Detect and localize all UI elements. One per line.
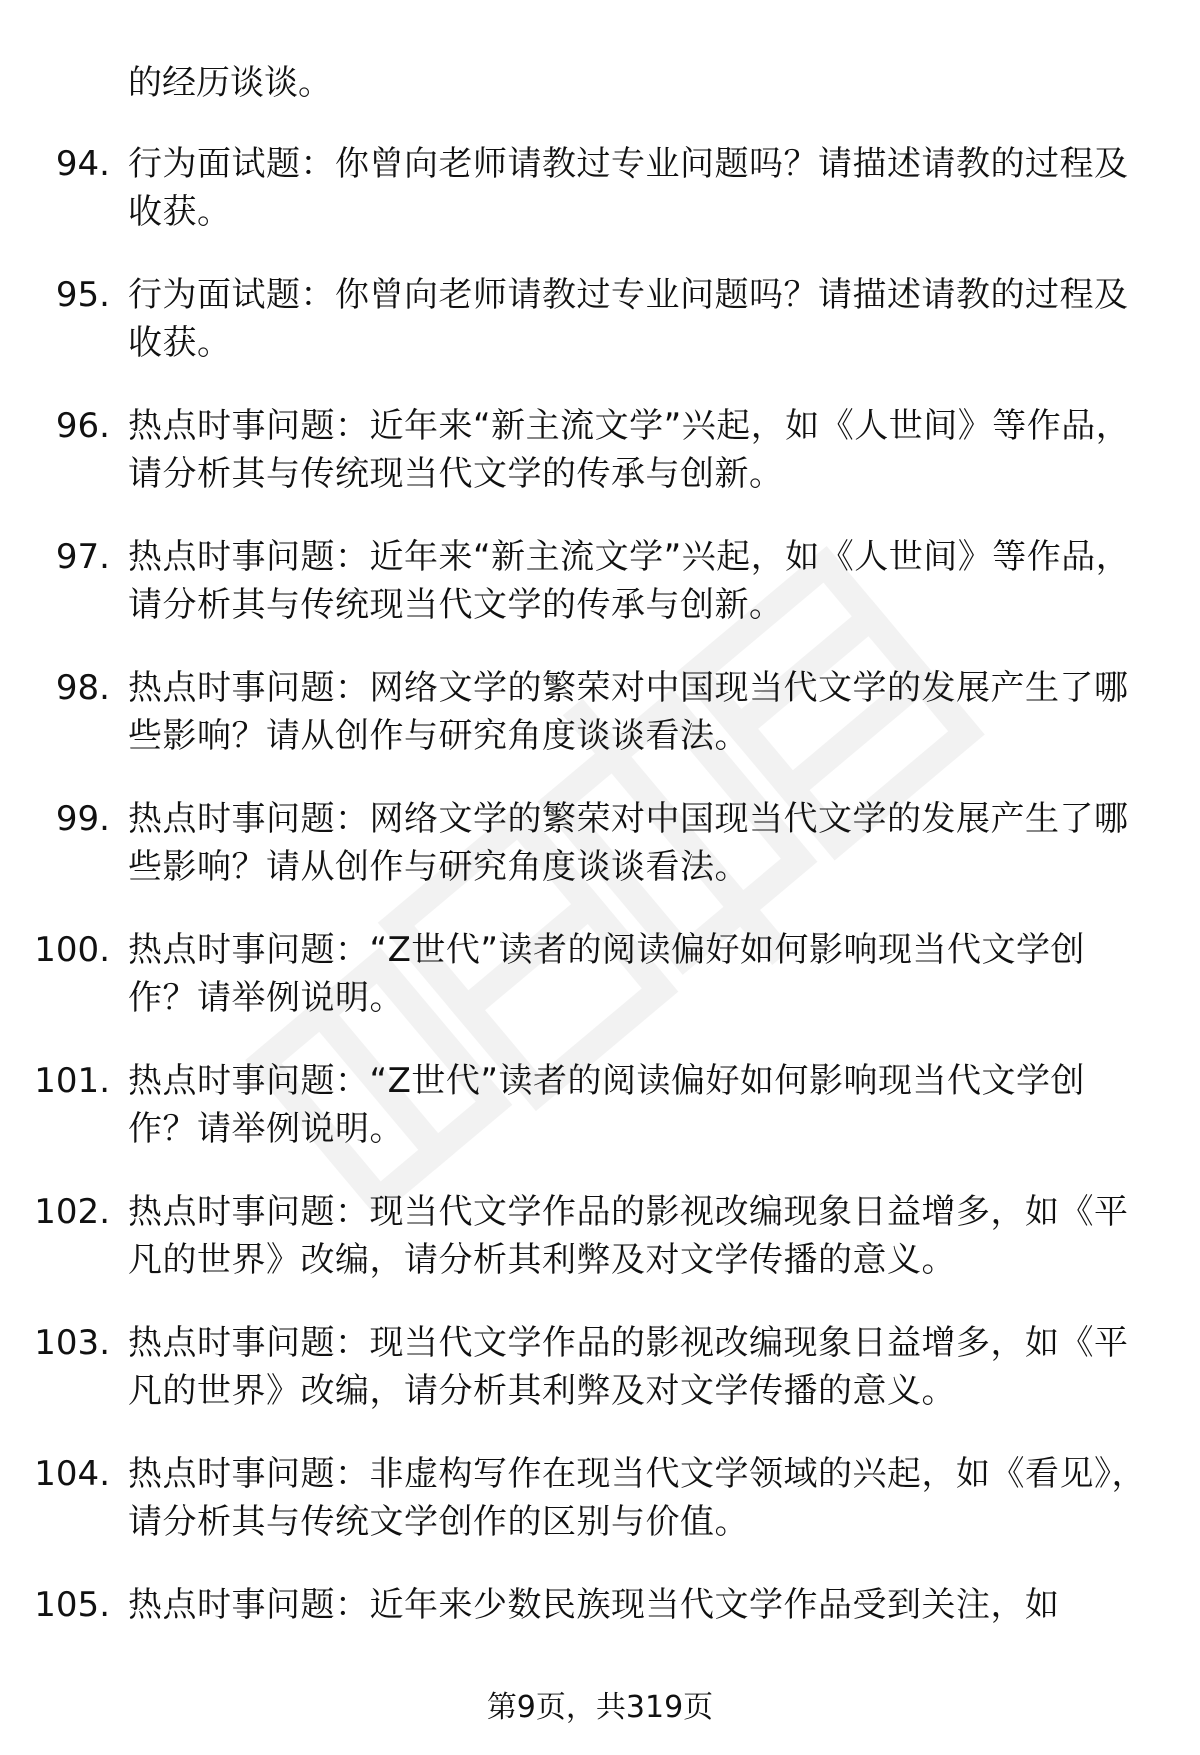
question-number: 98.: [55, 668, 110, 708]
question-text: 热点时事问题：现当代文学作品的影视改编现象日益增多，如《平凡的世界》改编，请分析其利弊及对文学传播的意义。: [128, 1323, 1129, 1411]
question-number: 105.: [34, 1585, 110, 1625]
question-number: 102.: [34, 1192, 110, 1232]
question-list: [0, 140, 1200, 1712]
question-number: 95.: [55, 275, 110, 315]
question-text: 热点时事问题：非虚构写作在现当代文学领域的兴起，如《看见》，请分析其与传统文学创作的区别与价值。: [128, 1454, 1146, 1542]
question-number: 104.: [34, 1454, 110, 1494]
question-item: [0, 795, 1200, 926]
question-text: 行为面试题：你曾向老师请教过专业问题吗？请描述请教的过程及收获。: [128, 144, 1129, 232]
question-text: 行为面试题：你曾向老师请教过专业问题吗？请描述请教的过程及收获。: [128, 275, 1129, 363]
question-number: 99.: [55, 799, 110, 839]
question-number: 94.: [55, 144, 110, 184]
question-text: 热点时事问题：近年来少数民族现当代文学作品受到关注，如: [128, 1585, 1060, 1625]
question-item: [0, 1319, 1200, 1450]
question-text: 热点时事问题：“Z世代”读者的阅读偏好如何影响现当代文学创作？请举例说明。: [128, 930, 1086, 1018]
continued-question-text: 的经历谈谈。: [128, 63, 332, 103]
question-text: 热点时事问题：网络文学的繁荣对中国现当代文学的发展产生了哪些影响？请从创作与研究角度谈谈看法。: [128, 799, 1129, 887]
question-number: 103.: [34, 1323, 110, 1363]
question-item: [0, 140, 1200, 271]
question-number: 96.: [55, 406, 110, 446]
question-item: [0, 402, 1200, 533]
question-number: 101.: [34, 1061, 110, 1101]
page-number-footer: 第9页，共319页: [486, 1690, 714, 1725]
question-item: [0, 926, 1200, 1057]
question-text: 热点时事问题：“Z世代”读者的阅读偏好如何影响现当代文学创作？请举例说明。: [128, 1061, 1086, 1149]
question-number: 97.: [55, 537, 110, 577]
question-item: [0, 1188, 1200, 1319]
question-number: 100.: [34, 930, 110, 970]
question-item: [0, 271, 1200, 402]
question-item: [0, 1057, 1200, 1188]
question-text: 热点时事问题：网络文学的繁荣对中国现当代文学的发展产生了哪些影响？请从创作与研究角度谈谈看法。: [128, 668, 1129, 756]
question-item: [0, 533, 1200, 664]
question-item: [0, 1450, 1200, 1581]
question-text: 热点时事问题：近年来“新主流文学”兴起，如《人世间》等作品，请分析其与传统现当代文学的传承与创新。: [128, 537, 1131, 625]
question-item: [0, 664, 1200, 795]
question-text: 热点时事问题：现当代文学作品的影视改编现象日益增多，如《平凡的世界》改编，请分析其利弊及对文学传播的意义。: [128, 1192, 1129, 1280]
question-text: 热点时事问题：近年来“新主流文学”兴起，如《人世间》等作品，请分析其与传统现当代文学的传承与创新。: [128, 406, 1131, 494]
